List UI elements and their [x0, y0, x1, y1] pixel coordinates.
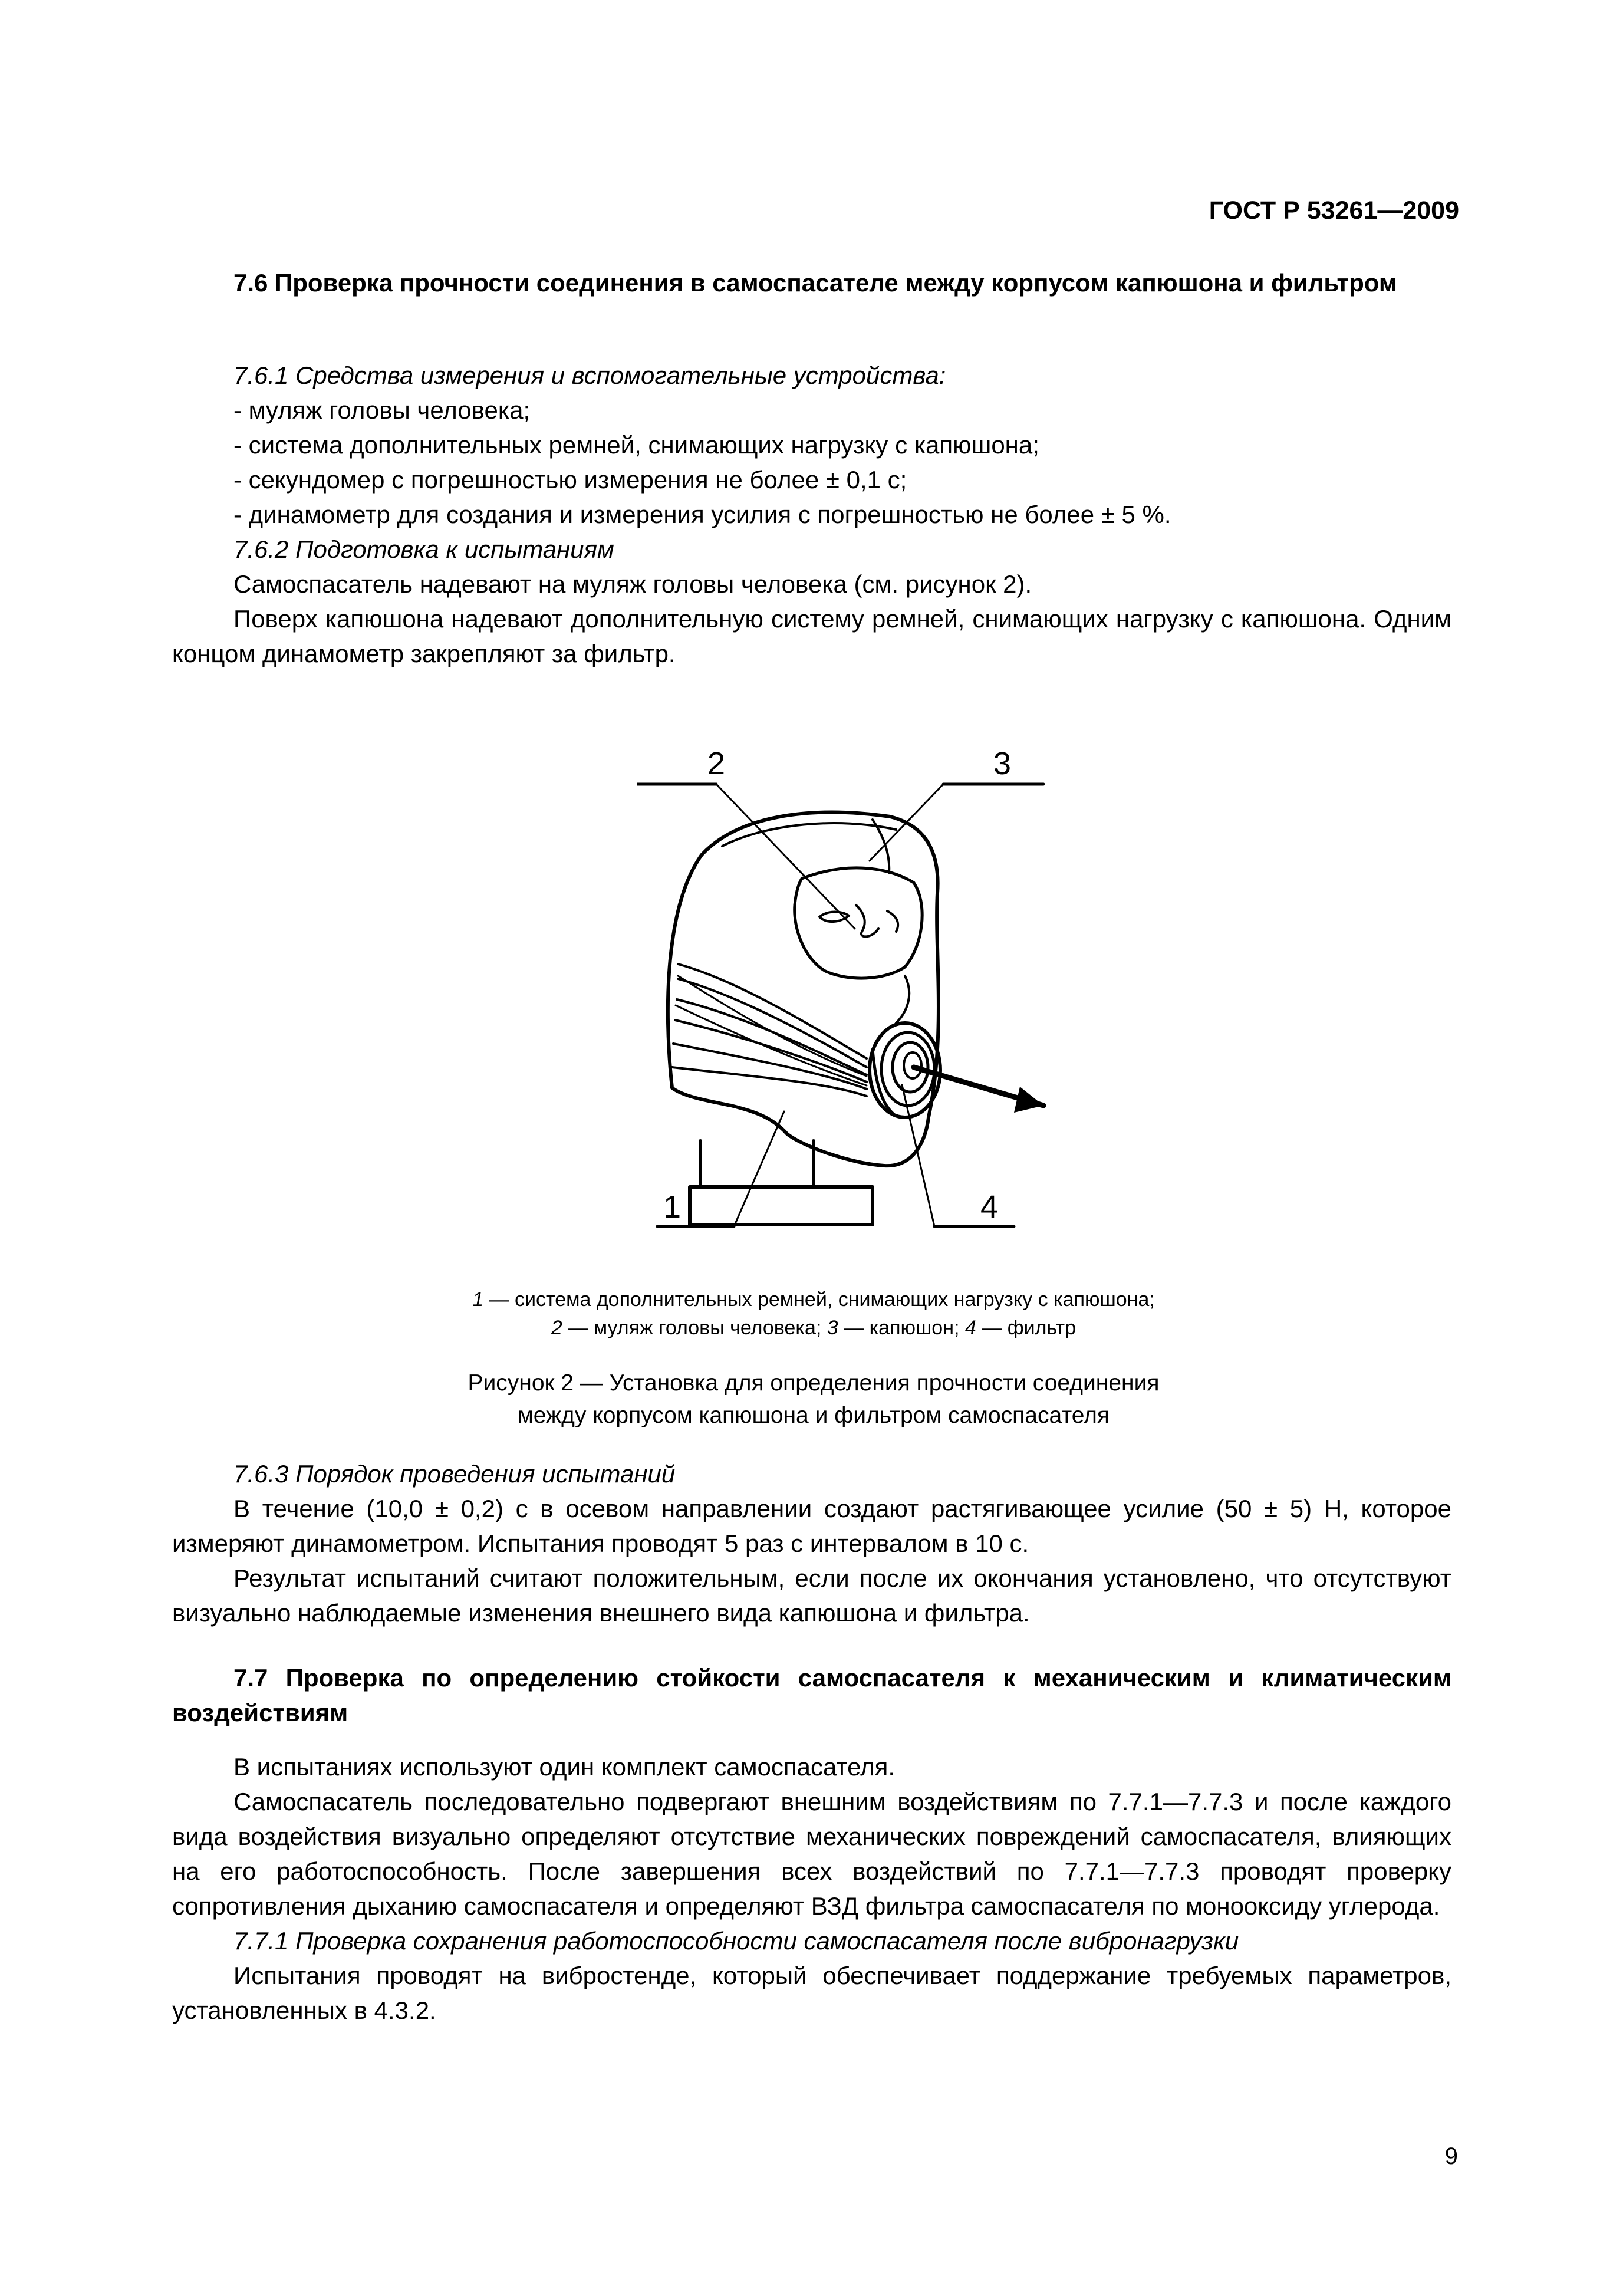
section-7-7-body — [172, 1749, 1451, 2028]
figure-title-line-2: между корпусом капюшона и фильтром самоспасателя — [517, 1403, 1110, 1428]
figure-label-4: 4 — [980, 1189, 999, 1225]
legend-num: 1 — [472, 1288, 484, 1311]
paragraph: Самоспасатель последовательно подвергают внешним воздействиям по 7.7.1—7.7.3 и после каждого вида воздействия визуально определяют отсутствие механических повреждений самоспасателя, влияющих на его работоспособность. После завершения всех воздействий по 7.7.1—7.7.3 проводят проверку сопротивления дыханию самоспасателя и определяют ВЗД фильтра самоспасателя по монооксиду углерода. — [172, 1788, 1451, 1920]
list-item: - система дополнительных ремней, снимающих нагрузку с капюшона; — [233, 431, 1039, 459]
section-7-6-heading: 7.6 Проверка прочности соединения в самоспасателе между корпусом капюшона и фильтром — [233, 269, 1397, 297]
paragraph: Результат испытаний считают положительным, если после их окончания установлено, что отсутствуют визуально наблюдаемые изменения внешнего вида капюшона и фильтра. — [172, 1564, 1451, 1627]
paragraph: В испытаниях используют один комплект самоспасателя. — [233, 1753, 896, 1781]
legend-text: — капюшон; — [838, 1317, 965, 1339]
legend-num: 3 — [827, 1317, 838, 1339]
section-7-6-1-title: 7.6.1 Средства измерения и вспомогательные устройства: — [233, 361, 946, 389]
legend-text: — фильтр — [976, 1317, 1076, 1339]
legend-line-1 — [224, 1285, 1403, 1314]
hood-test-setup-illustration — [637, 728, 1073, 1247]
section-7-6-1 — [172, 358, 1451, 671]
figure-label-3: 3 — [993, 746, 1012, 781]
legend-num: 4 — [964, 1317, 976, 1339]
paragraph: Поверх капюшона надевают дополнительную систему ремней, снимающих нагрузку с капюшона. Одним концом динамометр закрепляют за фильтр. — [172, 605, 1451, 667]
legend-line-2 — [224, 1314, 1403, 1342]
section-7-6-3-title: 7.6.3 Порядок проведения испытаний — [233, 1460, 676, 1488]
section-7-7 — [172, 1660, 1451, 1730]
standard-header: ГОСТ Р 53261—2009 — [1209, 196, 1459, 225]
section-7-6 — [172, 265, 1451, 300]
figure-label-2: 2 — [707, 746, 726, 781]
list-item: - муляж головы человека; — [233, 396, 531, 424]
legend-text: — муляж головы человека; — [562, 1317, 827, 1339]
list-item: - динамометр для создания и измерения усилия с погрешностью не более ± 5 %. — [233, 501, 1171, 528]
section-7-7-1-title: 7.7.1 Проверка сохранения работоспособности самоспасателя после вибронагрузки — [233, 1927, 1239, 1955]
paragraph: В течение (10,0 ± 0,2) с в осевом направлении создают растягивающее усилие (50 ± 5) Н, которое измеряют динамометром. Испытания проводят 5 раз с интервалом в 10 с. — [172, 1495, 1451, 1557]
section-7-6-2-title: 7.6.2 Подготовка к испытаниям — [233, 535, 614, 563]
list-item: - секундомер с погрешностью измерения не более ± 0,1 с; — [233, 466, 907, 494]
legend-text: — система дополнительных ремней, снимающих нагрузку с капюшона; — [483, 1288, 1155, 1311]
figure-title — [224, 1367, 1403, 1432]
page-number: 9 — [1444, 2143, 1458, 2169]
figure-label-1: 1 — [663, 1189, 682, 1225]
figure-2-drawing — [637, 728, 1073, 1247]
legend-num: 2 — [551, 1317, 562, 1339]
section-7-6-3 — [172, 1456, 1451, 1630]
paragraph: Самоспасатель надевают на муляж головы человека (см. рисунок 2). — [233, 570, 1032, 598]
figure-title-line-1: Рисунок 2 — Установка для определения прочности соединения — [468, 1370, 1160, 1396]
figure-legend — [224, 1285, 1403, 1342]
paragraph: Испытания проводят на вибростенде, который обеспечивает поддержание требуемых параметров, установленных в 4.3.2. — [172, 1962, 1451, 2024]
section-7-7-heading: 7.7 Проверка по определению стойкости самоспасателя к механическим и климатическим воздействиям — [172, 1664, 1451, 1726]
